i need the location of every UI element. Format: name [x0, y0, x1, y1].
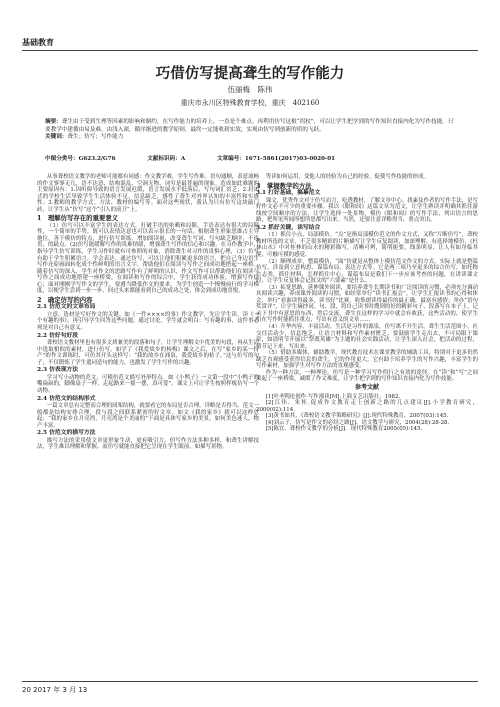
subsection-heading: 2.3 仿表现方法 — [37, 367, 79, 374]
right-column — [256, 174, 478, 433]
document-code: 文献标识码：A — [147, 156, 186, 162]
subsection-heading: 3.1 打好基础，搞摹范文 — [256, 190, 321, 197]
body-paragraph: 学习写小动物的范文，可模仿范文描写外形特点。如《小鸭子》一文第一段中“小鸭子的嘴扁扁的，脚像扇子一样，走起路来一摇一摆，真可爱”。课文上可让学生按照样板仿写一个动物。 — [37, 374, 259, 394]
body-paragraph: （5）借助多媒体，辅助教学。现代教育技术在课堂教学的辅助工具，特别对于更多仍然缺乏直观感受获得信息的聋生，它的作用更大。它有助于培养学生的写作兴趣，丰富学生的写作素材，加强学生对写作方法的直观感受。 — [256, 350, 478, 370]
subsection-heading: 3.2 抓好关键，读写结合 — [256, 224, 321, 231]
subsection-heading: 2.5 仿范文的描写方法 — [37, 430, 96, 437]
section-heading: 2 确定仿写的内容 — [37, 295, 93, 304]
section-header: 基础教育 — [22, 38, 54, 47]
body-paragraph: （1）抓住小点，局部模仿。“点”是指局部模仿范文的作文方式，又称“片断仿写”，聋校教材所选的文章，不乏很多精彩的片断描写让学生反复阅读，加深理解，有选择地模仿，《杜林山水》中对桂林的山水的精彩描写，清晰可辨，简明扼要，线条明显，让人有如身临其境，可触可摸的感觉。 — [256, 232, 478, 259]
references-title: 参考文献 — [354, 383, 379, 391]
body-paragraph: 一篇文章总有完整而合理的间架结构，就要看它的布局是否合理。详略是否得当。范文一般都是结构安排合理，段与段之间联系紧密的好文章。如文《我的家乡》就可以这样总起：“我的家乡在月亮湾，月亮湾是个美丽的”下面是具体写家乡的美景，如何美色迷人，物产丰富。 — [37, 403, 259, 429]
reference-item: [4]刘云子，仿写是作文的必经之路[J]．语文教学与研究，2004(28):28-28. — [265, 419, 450, 426]
author-affiliation: 重庆市永川区特殊教育学校，重庆 402160 — [180, 99, 320, 107]
abstract — [45, 119, 455, 134]
section-heading: 1 理解仿写存在的重要意义 — [37, 214, 119, 223]
page-number: 20 — [22, 686, 31, 694]
body-paragraph: 聋校语文教材里也有很多文质兼美的段落和句子，让学生理解文中优美的句段，再从生活中选取相似的素材，进行仿写。如学了《我爱故乡的杨梅》课文之后，在写“家乡的某一特产”的作文训练时，可仿其开头这样写：“我的故乡在涌泉，我爱故乡的桔子。”这与仿写的句子，不仅锻炼了学生遣词造句的能力，也激发了学生写作的兴趣。 — [37, 340, 259, 366]
body-paragraph: 课文，优秀作文对于仿写而言，吃透教材，了解文章中心、找素及作者的写作手法，是写好作文必不可少的重要步骤。我以《眼和间》这篇文章为范文，让学生熟读并明确其抓住游线按空间顺序的方法，让学生选择一处景物，模仿《眼和间》的写作手法，列出语言的思路，把所见所闻所想所思都写出来。当然，还要注意详略得当，重点突出。 — [256, 197, 478, 224]
body-paragraph: 描写方法的采用使文章更形象生动，更有吸引力，但写作方法多种多样，和聋生讲解技法，学生难以理解和掌握，而仿写就能直接把它呈现在学生眼前。如描写景物。 — [37, 437, 259, 451]
reference-item: [5]陈宜．聋校作文教学的分析[J]．现代特殊教育2005(05):145. — [265, 426, 423, 433]
article-title: 巧借仿写提高聋生的写作能力 — [155, 65, 345, 82]
article-authors: 伍丽梅 陈伟 — [227, 85, 273, 94]
reference-item: [1]叶圣陶论创作·写作漫谈[M].上海文艺出版社，1982. — [265, 393, 401, 400]
header-rule — [22, 50, 478, 51]
body-paragraph: 立意、选材是写好作文的关键。如《一件××××的事》作文教学，先让学生读、读《一个有趣的事》，再引导学生回答这些问题，通过讨论，学生就会明白：写有趣的事，这件事必须是对自己有意义。 — [37, 311, 259, 332]
page-footer — [22, 685, 87, 695]
article-meta — [45, 156, 455, 164]
abstract-label: 摘要： — [45, 119, 62, 125]
body-paragraph: （3）拓宽思路，延伸课外阅读，要培养聋生长期读书和广泛阅读的习惯，必须充分调动其阅读兴趣，养成课外阅读的习惯。如经常举行“读书汇报会”，让学生汇报读书的心得和体会，举行“看谁读得最多，读书好”比赛，收集朗读得最佳的最正确，最富有感情；举办“语句奖赏评”，让学生摘抄词、句、段，将自己读书时搜到的好的精彩句子、段落写在本子上，记录下书中有意思的东西，然后交流，聋生在这样的学习中就会有收获，这些活动的，使学生们在写作时能抓住重点，写出有意义的文章…… — [256, 284, 478, 324]
reference-item: [3]黄书如其，《聋校语文教学策略研究》[J].现代特殊教育，2007(03):145. — [265, 413, 449, 420]
reference-item: [2]江伟、朱桂.促成作文教育走上创新之路的几点建议[J].小学教育研究，2000(02):114. — [256, 400, 478, 413]
clc-number: 中图分类号：G623.2/G76 — [45, 156, 116, 162]
keywords — [45, 134, 455, 142]
left-column — [37, 174, 259, 451]
body-paragraph: 等读如何运用，变他人的经验为自己的经验，促使写作技能的形成。 — [265, 174, 429, 180]
body-paragraph: 作为一种方法，一种理论，仿写是一种学习写作的行之有效的途径。在“读”和“写”之间架起了一座桥梁，减缓了作文难度，让学生把学到的写作知识直接内化为写作技能。 — [256, 369, 478, 383]
subsection-heading: 2.2 仿好句好段 — [37, 332, 79, 339]
body-paragraph: 从事聋校语文教学的老师可能都有同感：作文教学难，学生写作难。语句通顺，表意流畅的作文寥寥无几，语不达意、结构混乱、空洞无物、词穷是最普遍的现象。造成如此难题的主要原因有：1.因听障导致的语言发展迟缓，语言发展水平低落后，写句词汇贫乏；2.封闭式的学校生活导致学生生活体验不足，信息缺乏，感性了聋生对外界认知的丰富性和实感性；3.教师的教学方式。方法、教材的编写等。面对这些现状，我认为只有仿写这块敲门砖，让学生从“仿写”这个“引人的前卫”上。 — [37, 174, 259, 213]
keywords-label: 关键词： — [45, 134, 68, 141]
subsection-heading: 2.4 仿范文的结构形式 — [37, 395, 96, 402]
body-paragraph: （1）仿写可以丰富学生的表达方式，打破手语的依赖和局限，手语表达有很大的局限性，一个简单的手势，既可以表情达意也可以表示很长的一句话。根据聋生形象思维占主导地位，善于模仿的特点，进行仿写训练，增加阅读量，改变聋生写词、写句缺乏顺序，不连贯，的缺点。(2)仿写能缓解写作的畏难情绪，增强聋生写作的信心和兴趣。在习作教学中，指导学生仿写训练，学生习作时就有可参照的对象，消除聋生对习作的畏惧心理，（3）仿写有助于学生积累语言，学会表达。通过仿写，可以让他们积累更多的语言，把自己身边语生写作还原画面转化成个性鲜明的语言文字，帮助他们在阅读与写作之间成功地搭起一座桥。随着仿写的深入，学生对作文的思路写作有了鲜明的认识，作文写作可以帮助他们在阅读与写作之间成功地搭建一座桥梁，在阅读和写作的综合中，学生获得成功体验，增强写作信心；面对刚刚学写作文的学生，要遵当降低作文的要求，为学生创造一个慢慢前行的学习梯度，以便学生尝到一步一步，回过头来都能看到自己的成功之处，体会到成功地喜悦。 — [37, 222, 259, 295]
abstract-text: 聋生由于受到生理等因素的影响和制约，在写作能力的培养上，一直是个难点。再利用仿写这根“拐杖”，可以让学生把学到的写作知识直接内化为写作技能。只要教学中建循由易及难，由浅入深，循序渐进的教学原则，最终一定能收到实效，实现由仿写到创新的质的飞跃。 — [45, 119, 454, 133]
abstract-block — [45, 119, 455, 142]
article-number: 文章编号：1671-5861(2017)03-0020-01 — [216, 156, 336, 162]
keywords-text: 聋生；仿写；写作能力 — [67, 134, 124, 141]
section-heading: 3 掌握教学的方法 — [256, 181, 312, 190]
footer-rule — [22, 681, 478, 682]
body-paragraph: （2）顺理成章，整篇模仿，“面”仿就是从整体上模仿范文作文的方式，实际上就是整篇仿写，涉及到立意构思、谋篇布局、表达方式等。它是两三项乃至更多的综合仿写。如托物言志类，抓住材料，怎样抓住中心，谋篇布局是我们下一步应该考查的问题，在讲读课文时，让学生反复体会记叙文的“六要素”是什么。 — [256, 258, 478, 285]
body-paragraph: （4）升华内容，丰富活动。生活是习作的源泉，仿写离不开生活，聋生生活范围小，社交往活动少，信息饱乏，让语言材料和写作素材匮乏。要鼓励学生走出去，不可局限于课堂，如清明节开展以“祭奠英雄”为主题的社会实践活动，让学生深入社会，把活动的过程，情节记下来，写出来。 — [256, 324, 478, 350]
issue-date: 2017 年 3 月 13 — [33, 686, 88, 694]
subsection-heading: 2.1 仿范文的文章布局 — [37, 304, 96, 311]
